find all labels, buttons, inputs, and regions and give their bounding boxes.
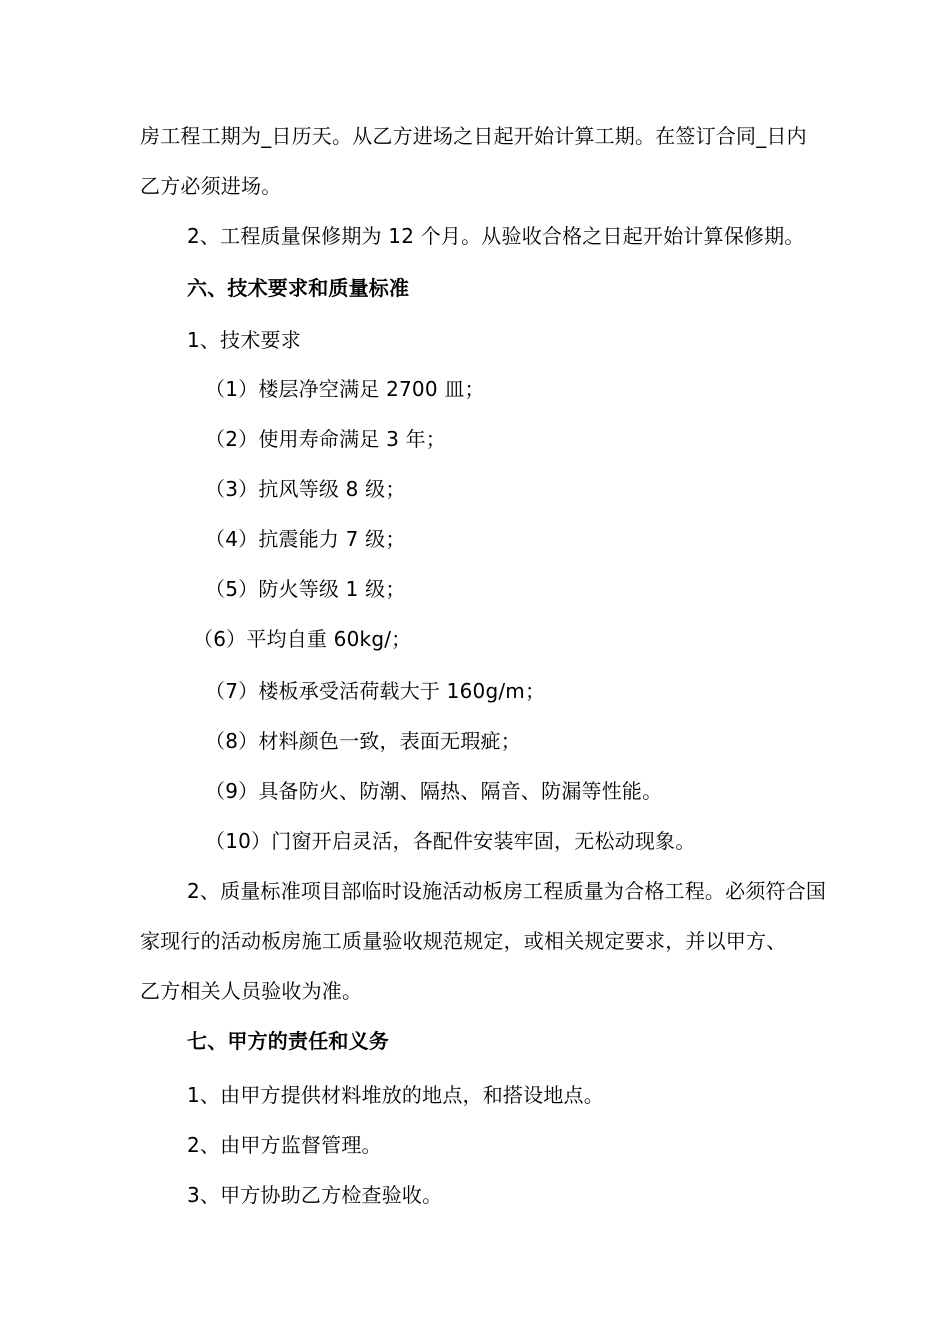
list-item: （4）抗震能力 7 级； [205, 527, 406, 551]
paragraph-line: 乙方相关人员验收为准。 [140, 979, 363, 1003]
list-item: （1）楼层净空满足 2700 皿； [205, 377, 485, 401]
list-item: （8）材料颜色一致，表面无瑕疵； [205, 729, 521, 753]
list-item: 3、甲方协助乙方检查验收。 [187, 1183, 443, 1207]
list-item: 1、由甲方提供材料堆放的地点，和搭设地点。 [187, 1083, 604, 1107]
list-item: （3）抗风等级 8 级； [205, 477, 406, 501]
list-item: （7）楼板承受活荷载大于 160g/m； [205, 679, 546, 703]
section-heading: 六、技术要求和质量标准 [187, 276, 410, 300]
list-item: （10）门窗开启灵活，各配件安装牢固，无松动现象。 [205, 829, 696, 853]
paragraph-line: 房工程工期为_日历天。从乙方进场之日起开始计算工期。在签订合同_日内 [140, 124, 807, 148]
section-heading: 七、甲方的责任和义务 [187, 1029, 389, 1053]
paragraph-line: 2、质量标准项目部临时设施活动板房工程质量为合格工程。必须符合国 [187, 879, 827, 903]
list-item: （2）使用寿命满足 3 年； [205, 427, 446, 451]
subsection-heading: 1、技术要求 [187, 328, 301, 352]
list-item: 2、工程质量保修期为 12 个月。从验收合格之日起开始计算保修期。 [187, 224, 805, 248]
paragraph-line: 乙方必须进场。 [140, 174, 282, 198]
list-item: （9）具备防火、防潮、隔热、隔音、防漏等性能。 [205, 779, 663, 803]
list-item: （5）防火等级 1 级； [205, 577, 406, 601]
list-item: 2、由甲方监督管理。 [187, 1133, 382, 1157]
list-item: （6）平均自重 60kg/； [193, 627, 412, 651]
paragraph-line: 家现行的活动板房施工质量验收规范规定，或相关规定要求，并以甲方、 [140, 929, 787, 953]
